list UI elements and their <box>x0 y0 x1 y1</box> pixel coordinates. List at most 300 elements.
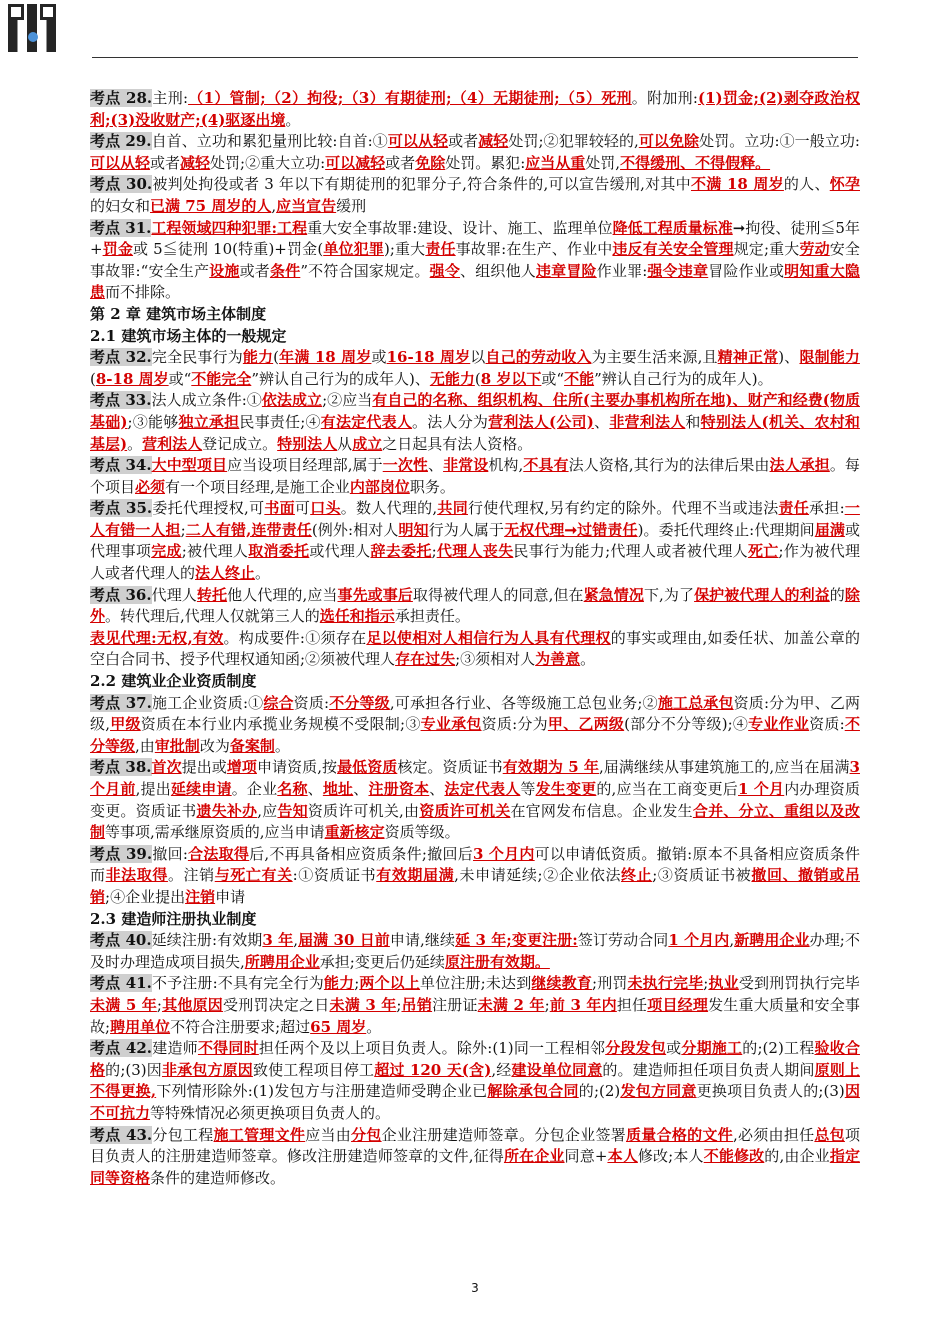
body-text: ( <box>90 369 96 388</box>
key-term: 延续申请 <box>170 780 232 798</box>
body-text: 。 <box>580 650 596 669</box>
body-text: 。构成要件:①须存在 <box>223 628 367 647</box>
body-text: 职务。 <box>409 477 455 496</box>
body-text: ( <box>273 348 280 367</box>
body-text: 处罚。累犯: <box>445 153 526 172</box>
key-term: 因不可抗力 <box>90 1082 860 1122</box>
body-text: 有一个项目经理,是施工企业 <box>165 477 350 496</box>
key-term: 限制能力 <box>799 348 860 367</box>
body-text: 或者 <box>385 153 416 172</box>
body-text: 承担责任。 <box>394 607 470 626</box>
body-text: , <box>271 196 277 215</box>
body-text: 、 <box>427 456 444 475</box>
key-term: 必须 <box>135 477 166 496</box>
exam-point-label: 考点 32. <box>90 348 152 367</box>
key-term: 自己的劳动收入 <box>485 348 592 367</box>
key-term: 大中型项目 <box>151 456 228 475</box>
body-text: 。企业 <box>231 780 278 798</box>
body-text: 申请资质,按 <box>256 758 338 777</box>
key-term: 合并、分立、重组以及改制 <box>90 801 860 842</box>
key-term: 不得缓刑、不得假释。 <box>620 153 771 172</box>
key-term: 精神正常 <box>717 348 779 367</box>
key-term: 本人 <box>607 1147 638 1166</box>
body-text: 建造师 <box>152 1039 198 1058</box>
body-text: 从 <box>337 434 353 453</box>
body-text: 。 <box>285 110 301 129</box>
key-term: 一人有错一人担 <box>90 499 860 539</box>
key-term: 特别法人 <box>277 434 338 453</box>
body-text: 安全事故罪:“安全生产 <box>90 240 860 280</box>
body-text: 行为人属于 <box>428 520 505 539</box>
body-text: 资质:分为甲、乙两级, <box>90 693 860 734</box>
key-term: 65 周岁 <box>310 1017 367 1036</box>
section-heading: 2.1 建筑市场主体的一般规定 <box>90 326 287 345</box>
body-text: ”辨认自己行为的成年人)。 <box>594 369 773 388</box>
body-text: ;④企业提出 <box>105 887 186 906</box>
body-text: 的;(3)因 <box>105 1060 162 1079</box>
key-term: 首次 <box>151 758 182 777</box>
key-term: 发生变更 <box>535 780 597 798</box>
body-text: 的事实或理由,如委任状、加盖公章的空白合同书、授予代理权通知函;②须被代理人 <box>90 628 860 669</box>
key-term: 足以使相对人相信行为人具有代理权 <box>366 628 611 647</box>
body-text: ➞拘役、徒刑≦5年+ <box>90 218 860 259</box>
exam-point-paragraph <box>90 585 860 628</box>
body-text: ( <box>474 369 481 388</box>
body-text: ; <box>431 542 437 561</box>
key-term: 施工总承包 <box>657 693 734 712</box>
exam-point-label: 考点 35. <box>90 499 153 518</box>
body-text: 。注销 <box>167 866 215 885</box>
key-term: 遗失补办 <box>196 801 258 820</box>
body-text: 内办理资质变更。资质证书 <box>90 780 860 820</box>
exam-point-paragraph <box>90 844 860 909</box>
body-text: ”不符合国家规定。 <box>300 261 430 280</box>
exam-point-label: 考点 36. <box>90 585 152 604</box>
exam-point-label: 考点 38. <box>90 758 152 777</box>
body-text: 办理;不及时办理造成项目损失, <box>90 931 860 971</box>
key-term: 重新核定 <box>324 823 385 842</box>
key-term: 未满 2 年 <box>477 995 545 1014</box>
key-term: 营利法人(公司) <box>488 412 594 431</box>
key-term: 合法取得 <box>187 844 250 863</box>
key-term: 法定代表人 <box>444 780 521 798</box>
body-text: ,届满继续从事建筑施工的,应当在届满 <box>598 758 850 777</box>
body-text: 可以申请低资质。撤销:原本不具备相应资质条件而 <box>90 844 860 885</box>
body-text: 。 <box>127 434 143 453</box>
key-term: 超过 120 天(含) <box>374 1060 492 1079</box>
body-text: 不予注册:不具有完全行为 <box>151 974 324 993</box>
body-text: 代理人 <box>151 585 197 604</box>
key-term: 法人承担 <box>769 456 830 475</box>
body-text: 注册证 <box>432 995 478 1014</box>
key-term: 不能 <box>564 369 595 388</box>
key-term: 解除承包合同 <box>487 1082 579 1101</box>
body-text: 的;(2) <box>578 1082 621 1101</box>
key-term: 8 岁以下 <box>480 369 542 388</box>
key-term: 地址 <box>322 780 354 798</box>
key-term: 责任 <box>778 499 810 518</box>
exam-point-label: 考点 33. <box>90 391 152 410</box>
key-term: 无权代理➞过错责任 <box>504 520 638 539</box>
key-term: 分段发包 <box>605 1039 667 1058</box>
body-text: ,提出 <box>135 780 171 798</box>
body-text: 规定;重大 <box>733 240 800 259</box>
exam-point-paragraph <box>90 174 860 217</box>
body-text: 处罚。立功:①一般立功: <box>699 132 860 151</box>
key-term: 增项 <box>226 758 257 777</box>
exam-point-paragraph <box>90 88 860 131</box>
body-text: 处罚;②犯罪较轻的, <box>508 132 639 151</box>
body-text: )。委托代理终止:代理期间 <box>637 520 815 539</box>
key-term: 未执行完毕 <box>627 974 704 993</box>
body-text: 民事行为能力;代理人或者被代理人 <box>513 542 748 561</box>
body-text: (例外:相对人 <box>311 520 399 539</box>
body-text: ;③能够 <box>127 412 179 431</box>
key-term: 强令 <box>429 261 461 280</box>
body-text: 为主要生活来源,且 <box>591 348 718 367</box>
key-term: 非承包方原因 <box>161 1060 253 1079</box>
key-term: 注册资本 <box>368 780 430 798</box>
body-text: 等 <box>520 780 536 798</box>
key-term: 分期施工 <box>681 1039 743 1058</box>
key-term: 一次性 <box>382 456 428 475</box>
body-text: 。附加刑: <box>631 89 698 107</box>
key-term: 所在企业 <box>503 1147 565 1166</box>
key-term: 劳动 <box>799 240 830 259</box>
key-term: 可以从轻 <box>90 153 151 172</box>
key-term: 法人终止 <box>195 564 256 583</box>
body-text: 。数人代理的, <box>340 499 438 518</box>
key-term: 怀孕 <box>829 175 860 194</box>
key-term: 书面 <box>264 499 295 518</box>
body-text: 。法人分为 <box>412 412 489 431</box>
key-term: 发包方同意 <box>620 1082 697 1101</box>
body-text: 申请,继续 <box>389 931 456 950</box>
body-text: 处罚;②重大立功: <box>210 153 326 172</box>
key-term: 综合 <box>263 693 294 712</box>
body-text: 登记成立。 <box>202 434 278 453</box>
body-text: 、 <box>593 412 610 431</box>
body-text: ;刑罚 <box>591 974 628 993</box>
body-text: 承担;变更后仍延续 <box>319 952 445 971</box>
key-term: 取消委托 <box>248 542 310 561</box>
key-term: 罚金 <box>102 240 134 259</box>
key-term: 能力 <box>242 348 274 367</box>
body-text: 资质: <box>293 693 330 712</box>
body-text: 单位注册;未达到 <box>420 974 532 993</box>
body-text: 的人、 <box>783 175 830 194</box>
body-text: 重大安全事故罪:建设、设计、施工、监理单位 <box>307 218 613 237</box>
body-text: 的,由企业 <box>764 1147 830 1166</box>
key-term: 3 个月前 <box>90 758 860 798</box>
body-text: ; <box>180 520 186 539</box>
key-term: (1)罚金;(2)剥夺政治权利;(3)没收财产;(4)驱逐出境 <box>90 89 860 129</box>
body-text: 处罚, <box>585 153 621 172</box>
key-term: 终止 <box>621 866 653 885</box>
key-term: 届满 <box>814 520 845 539</box>
key-term: （1）管制;（2）拘役;（3）有期徒刑;（4）无期徒刑;（5）死刑 <box>188 89 632 107</box>
key-term: 为善意 <box>535 650 581 669</box>
body-text: 、组织他人 <box>460 261 536 280</box>
key-term: 不具有 <box>523 456 569 475</box>
key-term: 除外 <box>90 585 860 626</box>
body-text: 撤回: <box>152 844 188 863</box>
key-term: 有自己的名称、组织机构、住所(主要办事机构所在地)、财产和经费(物质基础) <box>90 391 860 431</box>
body-text: 下列情形除外:(1)发包方与注册建造师受聘企业已 <box>156 1082 488 1101</box>
exam-point-paragraph <box>90 1038 860 1124</box>
key-term: 撤回、撤销或吊销 <box>90 866 860 906</box>
key-term: 可以减轻 <box>325 153 386 172</box>
key-term: 依法成立 <box>261 391 323 410</box>
header-rule <box>92 57 858 58</box>
exam-point-label: 考点 34. <box>90 456 152 475</box>
body-text: 和 <box>685 412 701 431</box>
body-text: 被判处拘役或者 3 年以下有期徒刑的犯罪分子,符合条件的,可以宣告缓刑,对其中 <box>152 175 691 194</box>
key-term: 口头 <box>310 499 341 518</box>
exam-point-label: 考点 43. <box>90 1125 153 1144</box>
body-text: 的。建造师担任项目负责人期间 <box>602 1060 815 1079</box>
exam-point-label: 考点 31. <box>90 218 152 237</box>
key-term: 1 个月内 <box>668 931 730 950</box>
body-text: 。 <box>366 1017 382 1036</box>
body-text: 项目负责人的注册建造师签章。修改注册建造师签章的文件,征得 <box>90 1125 860 1166</box>
key-term: 成立 <box>352 434 383 453</box>
body-text: ,未申请延续;②企业依法 <box>454 866 622 885</box>
body-text: ; <box>354 974 360 993</box>
key-term: 甲级 <box>110 715 141 734</box>
body-text: )、 <box>778 348 800 367</box>
body-text: 或 <box>371 348 387 367</box>
key-term: 新聘用企业 <box>734 931 810 950</box>
body-text: 在官网发布信息。企业发生 <box>510 801 693 820</box>
exam-point-label: 考点 29. <box>90 132 152 151</box>
key-term: 8-18 周岁 <box>95 369 169 388</box>
body-text: 施工企业资质:① <box>151 693 264 712</box>
body-text: 或 5≦徒刑 10(特重)+罚金( <box>133 240 324 259</box>
key-term: 专业承包 <box>420 715 482 734</box>
body-text: 或代理人 <box>309 542 371 561</box>
section-heading: 第 2 章 建筑市场主体制度 <box>90 304 267 323</box>
key-term: 营利法人 <box>142 434 203 453</box>
exam-point-paragraph <box>90 455 860 498</box>
key-term: 非营利法人 <box>609 412 686 431</box>
body-text: 缓刑 <box>336 196 367 215</box>
body-text: 民事责任;④ <box>239 412 321 431</box>
body-text: 受刑罚决定之日 <box>223 995 330 1014</box>
body-text: 他人代理的,应当 <box>227 585 338 604</box>
exam-point-paragraph <box>90 628 860 671</box>
key-term: 可以从轻 <box>387 132 449 151</box>
key-term: 总包 <box>814 1125 845 1144</box>
key-term: 有效期为 5 年 <box>502 758 599 777</box>
body-text: 致使工程项目停工 <box>252 1060 375 1079</box>
key-term: 完成 <box>151 542 182 561</box>
key-term: 与死亡有关 <box>214 866 293 885</box>
body-text: 下,为了 <box>643 585 695 604</box>
body-text: 或“ <box>168 369 192 388</box>
body-text: ; <box>396 995 402 1014</box>
key-term: 责任 <box>425 240 456 259</box>
body-text: 或者 <box>150 153 181 172</box>
key-term: 违章冒险 <box>535 261 597 280</box>
body-text: 作业罪: <box>596 261 648 280</box>
body-text: ,可承担各行业、各等级施工总包业务;② <box>389 693 658 712</box>
body-text: 提出或 <box>181 758 227 777</box>
key-term: 继续教育 <box>531 974 592 993</box>
body-text: 或代理事项 <box>90 520 860 561</box>
key-term: 明知重大隐患 <box>90 261 860 302</box>
body-text: ; <box>156 995 162 1014</box>
key-term: 内部岗位 <box>349 477 410 496</box>
key-term: 事先或事后 <box>337 585 413 604</box>
body-text: 不符合注册要求;超过 <box>170 1017 311 1036</box>
body-text: , <box>729 931 735 950</box>
key-term: 非常设 <box>443 456 489 475</box>
body-text: 委托代理授权,可 <box>152 499 265 518</box>
body-text: ,应 <box>257 801 278 820</box>
body-text: ,经 <box>491 1060 512 1079</box>
key-term: 单位犯罪 <box>323 240 384 259</box>
body-text: 。转代理后,代理人仅就第三人的 <box>105 607 320 626</box>
exam-point-label: 考点 42. <box>90 1039 153 1058</box>
key-term: 能力 <box>323 974 355 993</box>
exam-point-paragraph <box>90 131 860 174</box>
body-text: 应当设项目经理部,属于 <box>227 456 383 475</box>
body-text: 机构, <box>488 456 524 475</box>
key-term: 转托 <box>196 585 228 604</box>
key-term: 设施 <box>209 261 240 280</box>
key-term: 代理人丧失 <box>436 542 514 561</box>
key-term: 甲、乙两级 <box>547 715 625 734</box>
exam-point-paragraph <box>90 693 860 758</box>
body-text: 签订劳动合同 <box>577 931 669 950</box>
body-text: 的妇女和 <box>90 196 151 215</box>
key-term: 资质许可机关 <box>419 801 511 820</box>
key-term: 其他原因 <box>161 995 224 1014</box>
key-term: 专业作业 <box>748 715 810 734</box>
key-term: 存在过失 <box>395 650 456 669</box>
exam-point-paragraph <box>90 347 860 390</box>
body-text: 同意+ <box>564 1147 608 1166</box>
key-term: 已满 75 周岁的人 <box>150 196 272 215</box>
exam-point-label: 考点 30. <box>90 175 153 194</box>
exam-point-paragraph <box>90 1125 860 1190</box>
key-term: 可以免除 <box>638 132 700 151</box>
page-number: 3 <box>471 1281 479 1295</box>
body-text: ;③须相对人 <box>455 650 536 669</box>
body-text: 承担: <box>809 499 845 518</box>
body-text: 可 <box>294 499 311 518</box>
body-text: 的,应当在工商变更后 <box>596 780 738 798</box>
body-text: 资质: <box>809 715 845 734</box>
body-text: 。 <box>255 564 271 583</box>
key-term: 不能修改 <box>703 1147 765 1166</box>
key-term: 不分等级 <box>329 693 390 712</box>
exam-point-paragraph <box>90 757 860 843</box>
body-text: 主刑: <box>152 89 189 107</box>
key-term: 施工管理文件 <box>213 1125 306 1144</box>
key-term: 减轻 <box>478 132 509 151</box>
key-term: 最低资质 <box>337 758 398 777</box>
key-term: 3 个月内 <box>473 844 535 863</box>
body-text: 完全民事行为 <box>151 348 243 367</box>
body-text: 以 <box>470 348 486 367</box>
body-text: 资质:分为 <box>481 715 548 734</box>
body-text: 等特殊情况必须更换项目负责人的。 <box>150 1103 391 1122</box>
exam-point-label: 考点 41. <box>90 974 152 993</box>
key-term: 违反有关安全管理 <box>612 240 734 259</box>
body-text: 修改;本人 <box>637 1147 704 1166</box>
body-text: 资质许可机关,由 <box>307 801 420 820</box>
key-term: 减轻 <box>180 153 211 172</box>
key-term: 未满 5 年 <box>90 995 157 1014</box>
key-term: 强令违章 <box>647 261 709 280</box>
body-text: ,由 <box>135 736 155 755</box>
body-text: ; <box>544 995 550 1014</box>
key-term: 二人有错,连带责任 <box>185 520 312 539</box>
key-term: 不分等级 <box>90 715 860 755</box>
key-term: 死亡 <box>747 542 779 561</box>
body-text: 改为 <box>199 736 230 755</box>
key-term: 项目经理 <box>647 995 709 1014</box>
key-term: 年满 18 周岁 <box>279 348 372 367</box>
exam-point-paragraph <box>90 930 860 973</box>
key-term: 不满 18 周岁 <box>690 175 784 194</box>
key-term: 未满 3 年 <box>329 995 397 1014</box>
qr-code-icon <box>8 4 56 52</box>
key-term: 质量合格的文件 <box>626 1125 733 1144</box>
key-term: 所聘用企业 <box>244 952 320 971</box>
body-text: 。每个项目 <box>90 456 860 496</box>
key-term: 16-18 周岁 <box>386 348 471 367</box>
body-text: 或者 <box>448 132 479 151</box>
key-term: 名称 <box>277 780 308 798</box>
body-text: 应当由 <box>305 1125 352 1144</box>
body-text: 、 <box>429 780 445 798</box>
body-text: 受到刑罚执行完毕 <box>738 974 860 993</box>
body-text: 资质在本行业内承揽业务规模不受限制;③ <box>140 715 421 734</box>
key-term: 明知 <box>398 520 429 539</box>
body-text: ;②应当 <box>322 391 373 410</box>
body-text: (部分不分等级);④ <box>624 715 749 734</box>
body-text: 担任 <box>616 995 648 1014</box>
key-term: 应当宣告 <box>276 196 337 215</box>
body-text: , <box>293 931 298 950</box>
body-text: 或 <box>666 1039 682 1058</box>
key-term: 原则上不得更换, <box>90 1060 860 1101</box>
key-term: 无能力 <box>429 369 475 388</box>
key-term: 原注册有效期。 <box>444 952 550 971</box>
key-term: 表见代理:无权,有效 <box>90 628 224 647</box>
body-text: 企业注册建造师签章。分包企业签署 <box>381 1125 627 1144</box>
body-text: ,必须由担任 <box>732 1125 815 1144</box>
document-body <box>90 88 860 1189</box>
body-text: 的 <box>829 585 845 604</box>
exam-point-label: 考点 28. <box>90 89 153 107</box>
key-term: 聘用单位 <box>110 1017 171 1036</box>
body-text: ; <box>703 974 709 993</box>
body-text: 而不排除。 <box>105 283 181 302</box>
key-term: 独立承担 <box>178 412 240 431</box>
key-term: 共同 <box>437 499 468 518</box>
body-text: 、 <box>307 780 323 798</box>
body-text: 的;(2)工程 <box>742 1039 815 1058</box>
exam-point-paragraph <box>90 498 860 584</box>
body-text: 法人资格,其行为的法律后果由 <box>568 456 770 475</box>
body-text: 发生重大质量和安全事故; <box>90 995 860 1036</box>
body-text: ;作为被代理人或者代理人的 <box>90 542 860 583</box>
exam-point-label: 考点 39. <box>90 844 153 863</box>
